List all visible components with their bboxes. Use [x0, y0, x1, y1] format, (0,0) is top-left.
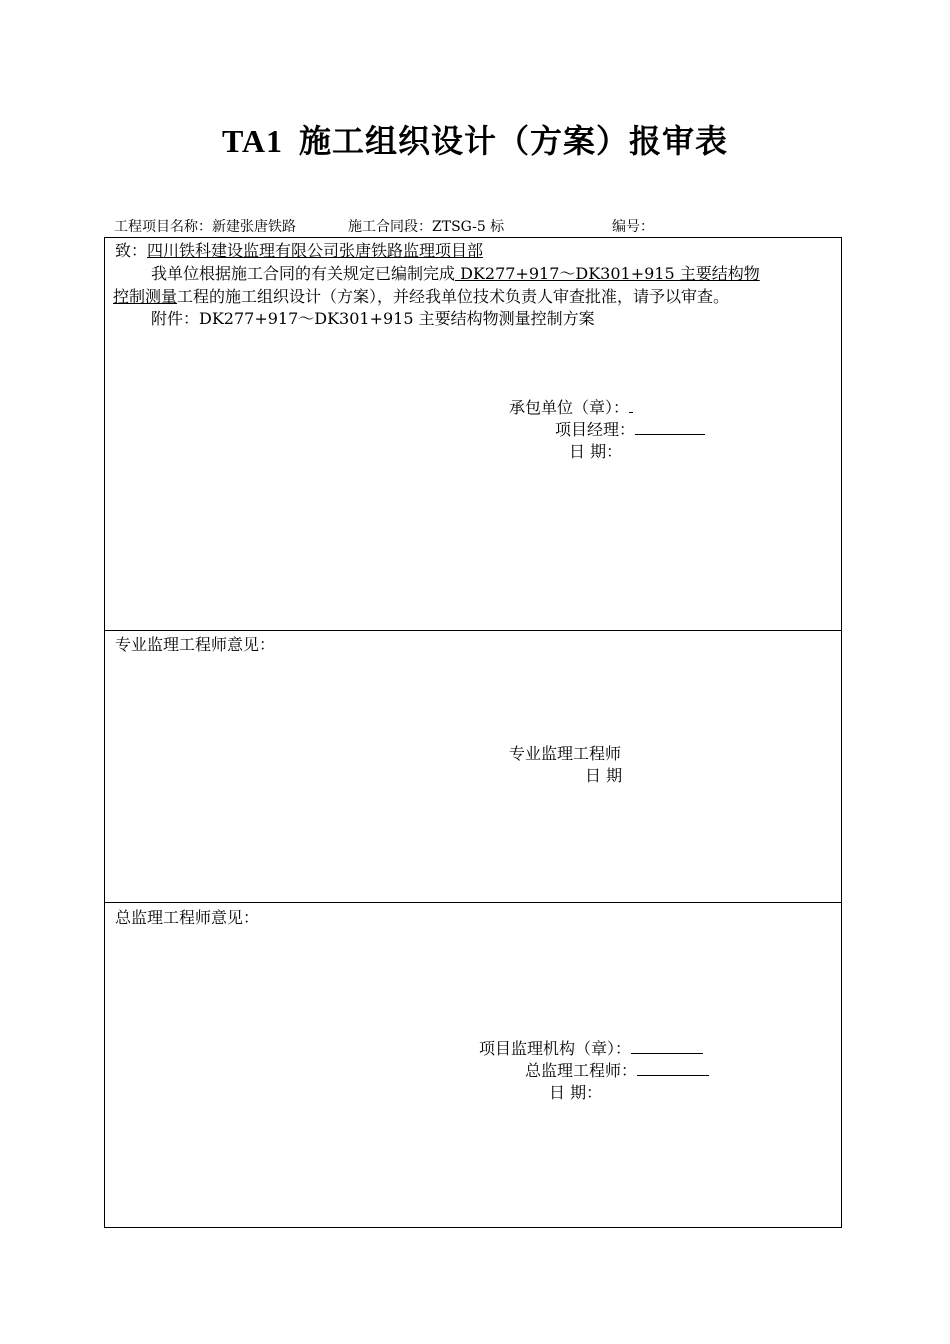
- contractor-blank: [629, 397, 633, 413]
- submission-date-label: 日 期：: [569, 442, 623, 461]
- chief-engineer-blank: [637, 1060, 709, 1076]
- page-title: [0, 116, 950, 162]
- chief-engineer-line: [525, 1060, 709, 1082]
- specialist-date-label: 日 期: [585, 766, 623, 785]
- attachment-line: 附件：DK277+917～DK301+915 主要结构物测量控制方案: [151, 309, 595, 328]
- supervision-org-label: 项目监理机构（章）：: [479, 1039, 632, 1058]
- addressee-label: 致：: [115, 241, 148, 260]
- contract-section-label: 施工合同段：ZTSG-5 标: [348, 219, 505, 235]
- body-project-scope-cont: 控制测量: [113, 287, 178, 306]
- form-table: [104, 237, 842, 1228]
- specialist-opinion-section: [105, 631, 841, 903]
- contractor-label: 承包单位（章）：: [509, 398, 630, 417]
- submission-body-line-1: [151, 263, 760, 285]
- contractor-seal-line: [509, 397, 633, 419]
- supervision-org-line: [479, 1038, 703, 1060]
- submission-section: [105, 238, 841, 631]
- specialist-opinion-heading: 专业监理工程师意见：: [115, 635, 276, 654]
- body-project-scope: DK277+917～DK301+915 主要结构物: [455, 264, 760, 283]
- chief-date-label: 日 期：: [549, 1083, 603, 1102]
- form-code: TA1: [221, 123, 284, 159]
- supervision-org-blank: [631, 1038, 703, 1054]
- chief-opinion-section: [105, 903, 841, 1227]
- serial-number-label: 编号：: [612, 219, 654, 235]
- submission-body-line-2: [113, 286, 729, 308]
- manager-line: [555, 419, 705, 441]
- specialist-signer-label: 专业监理工程师: [509, 744, 622, 763]
- body-prefix: 我单位根据施工合同的有关规定已编制完成: [151, 264, 456, 283]
- chief-engineer-label: 总监理工程师：: [525, 1061, 638, 1080]
- form-title: 施工组织设计（方案）报审表: [299, 123, 729, 159]
- body-suffix: 工程的施工组织设计（方案），并经我单位技术负责人审查批准，请予以审查。: [177, 287, 730, 306]
- manager-blank: [635, 419, 705, 435]
- addressee-line: [115, 240, 483, 262]
- chief-opinion-heading: 总监理工程师意见：: [115, 908, 260, 927]
- project-name-label: 工程项目名称：新建张唐铁路: [114, 219, 296, 235]
- manager-label: 项目经理：: [555, 420, 636, 439]
- addressee-unit: 四川铁科建设监理有限公司张唐铁路监理项目部: [147, 241, 484, 260]
